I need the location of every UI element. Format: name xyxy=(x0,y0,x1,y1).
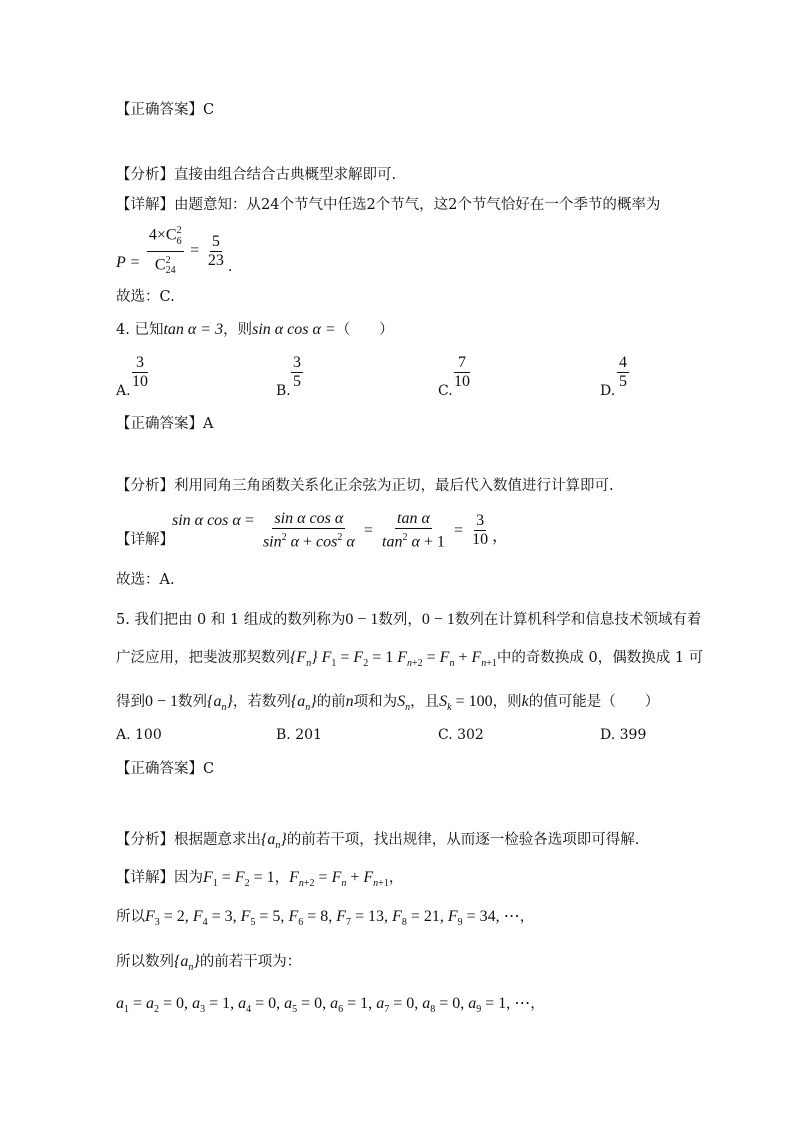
q4-option-d-label: D. xyxy=(600,383,616,399)
q3-formula: P = $\frac{4\times C^2_6}{C^2_{24}}$ = $\frac{5}{23}$ . xyxy=(116,222,232,272)
q4-conclusion: 故选：A. xyxy=(116,572,175,588)
q5-option-b: B. 201 xyxy=(276,727,322,743)
q4-option-d: 4 5 xyxy=(619,354,627,390)
q5-sequence-terms: $a_1 = a_2 = 0$, $a_3 = 1$, $a_4 = 0$, $a_5 = 0$, $a_6 = 1$, $a_7 = 0$, $a_8 = 0$, $a_9 = 1$, ⋯， xyxy=(116,995,545,1016)
q3-answer: 【正确答案】C xyxy=(116,102,215,118)
q4-detail-formula: sin α cos α = $\frac{\text{sin α cos α}}{\sin^2 \alpha + \cos^2 \alpha}$ = $\frac{\text{tan α}}{\tan^2 \alpha + 1}$ = $\frac{3}{10}$ ， xyxy=(172,510,509,551)
q4-option-a-label: A. xyxy=(116,383,131,399)
q5-option-c: C. 302 xyxy=(438,727,484,743)
q5-stem-line2: 广泛应用，把斐波那契数列$\{F_n\} F_1 = F_2 = 1$ $F_{n+2} = F_n + F_{n+1}$中的奇数换成 0，偶数换成 1 可 xyxy=(116,649,704,670)
q3-result-fraction: $\frac{5}{23}$ xyxy=(207,232,224,269)
q3-detail: 【详解】由题意知：从24个节气中任选2个节气，这2个节气恰好在一个季节的概率为 xyxy=(116,197,661,213)
q5-option-d: D. 399 xyxy=(600,727,647,743)
q4-answer: 【正确答案】A xyxy=(116,416,214,432)
q3-formula-fraction: $\frac{4\times C^2_6}{C^2_{24}}$ xyxy=(147,222,184,280)
q3-analysis: 【分析】直接由组合结合古典概型求解即可. xyxy=(116,167,397,183)
q5-answer: 【正确答案】C xyxy=(116,761,215,777)
q4-option-b: 3 5 xyxy=(293,354,301,390)
q5-option-a: A. 100 xyxy=(116,727,162,743)
q5-detail: 【详解】因为$F_1 = F_2 = 1$，$F_{n+2} = F_n + F_{n+1}$， xyxy=(116,869,404,890)
q4-analysis: 【分析】利用同角三角函数关系化正余弦为正切，最后代入数值进行计算即可. xyxy=(116,478,614,494)
q4-option-a: 3 10 xyxy=(132,354,148,390)
q5-sequence-intro: 所以数列$\{a_n\}$的前若干项为： xyxy=(116,953,302,974)
q3-conclusion: 故选：C. xyxy=(116,289,175,305)
q5-stem-line1: 5. 我们把由 0 和 1 组成的数列称为0 − 1数列，0 − 1数列在计算机科学和信息技术领域有着 xyxy=(116,611,702,628)
q5-analysis: 【分析】根据题意求出$\{a_n\}$的前若干项，找出规律，从而逐一检验各选项即可得解. xyxy=(116,831,640,852)
q5-stem-line3: 得到0 − 1数列$\{a_n\}$，若数列$\{a_n\}$的前n项和为$S_n$，且$S_k = 100$，则k的值可能是（ ） xyxy=(116,693,660,714)
q5-fib-terms: 所以$F_3 = 2$, $F_4 = 3$, $F_5 = 5$, $F_6 = 8$, $F_7 = 13$, $F_8 = 21$, $F_9 = 34$, ⋯， xyxy=(116,908,535,929)
q4-stem: 4. 已知tan α = 3，则sin α cos α =（ ） xyxy=(116,321,394,338)
q4-option-c-label: C. xyxy=(438,383,453,399)
q4-option-c: 7 10 xyxy=(454,354,470,390)
q4-option-b-label: B. xyxy=(276,383,291,399)
q4-result-fraction: $\frac{3}{10}$ xyxy=(472,512,489,549)
q4-detail-tag: 【详解】 xyxy=(116,532,174,548)
